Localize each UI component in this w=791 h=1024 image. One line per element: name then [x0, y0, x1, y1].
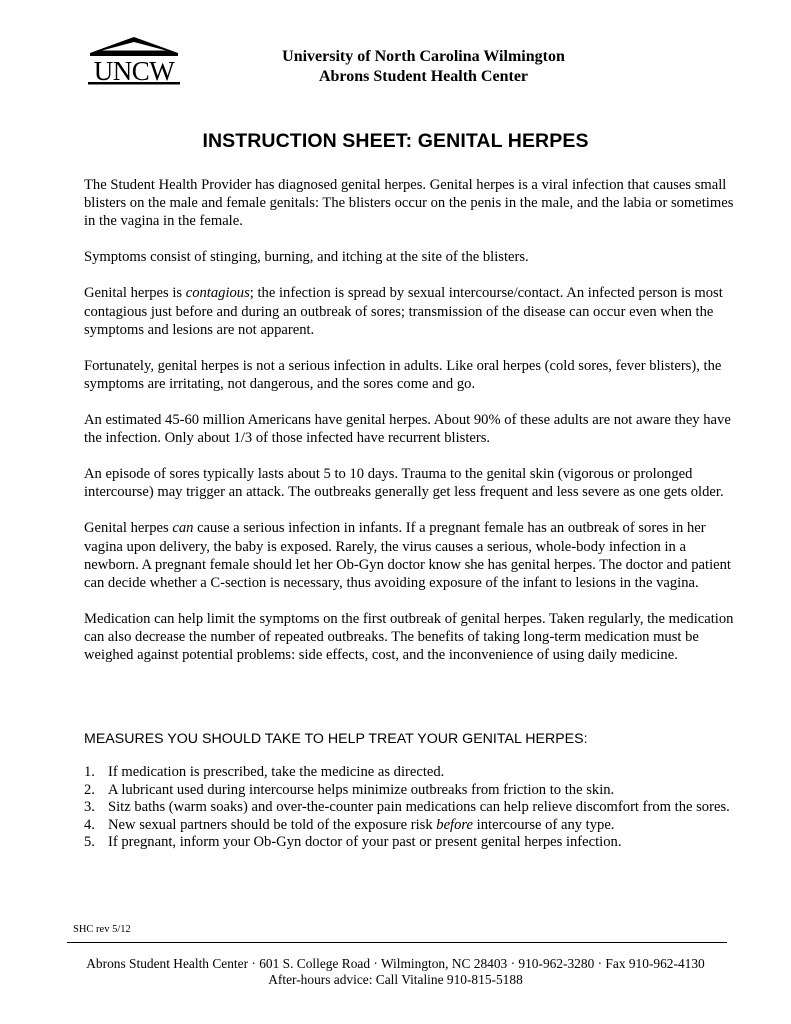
- paragraph-text: Genital herpes is: [84, 285, 186, 302]
- paragraph-text: cause a serious infection in infants. If a pregnant female has an outbreak of sores in her vagina upon delivery, the baby is exposed. Rarely, the virus causes a serious, whole-body infection in a newborn. A pregnant female should let her Ob-Gyn doctor know she has genital herpes. The doctor and patient can decide whether a C-section is necessary, thus avoiding exposure of the infant to lesions in the vagina.: [84, 520, 731, 592]
- document-body: [84, 176, 734, 682]
- paragraph-diagnosis: The Student Health Provider has diagnosed genital herpes. Genital herpes is a viral infection that causes small blisters on the male and female genitals: The blisters occur on the penis in the male, and the labia or sometimes in the vagina in the female.: [84, 177, 734, 230]
- paragraph-infants: [84, 519, 734, 592]
- emphasis-text: can: [172, 520, 194, 537]
- list-number: 4.: [84, 816, 95, 833]
- list-number: 2.: [84, 781, 95, 798]
- logo-text: UNCW: [93, 56, 175, 86]
- list-text: Sitz baths (warm soaks) and over-the-counter pain medications can help relieve discomfort from the sores.: [108, 799, 730, 816]
- list-text: If pregnant, inform your Ob-Gyn doctor of your past or present genital herpes infection.: [108, 834, 622, 851]
- health-center-name: Abrons Student Health Center: [318, 68, 529, 85]
- list-item: [84, 782, 734, 800]
- list-text: intercourse of any type.: [473, 816, 615, 833]
- list-number: 3.: [84, 799, 95, 816]
- list-item: [84, 764, 734, 782]
- paragraph-text: ; the infection is spread by sexual intercourse/contact. An infected person is most contagious just before and during an outbreak of sores; transmission of the disease can occur even when the symptoms and lesions are not apparent.: [84, 285, 723, 338]
- page-title: INSTRUCTION SHEET: GENITAL HERPES: [202, 130, 589, 152]
- measures-list: [84, 764, 734, 852]
- paragraph-medication: Medication can help limit the symptoms on the first outbreak of genital herpes. Taken regularly, the medication can also decrease the number of repeated outbreaks. The benefits of taking long-term medication must be weighed against potential problems: side effects, cost, and the inconvenience of using daily medicine.: [84, 611, 734, 664]
- list-text: New sexual partners should be told of the exposure risk: [108, 816, 437, 833]
- list-number: 1.: [84, 764, 95, 780]
- list-item: [84, 817, 734, 835]
- university-name: University of North Carolina Wilmington: [282, 48, 565, 65]
- measures-heading: MEASURES YOU SHOULD TAKE TO HELP TREAT YOUR GENITAL HERPES:: [84, 731, 588, 747]
- paragraph-prevalence: An estimated 45-60 million Americans have genital herpes. About 90% of these adults are not aware they have the infection. Only about 1/3 of those infected have recurrent blisters.: [84, 412, 731, 447]
- emphasis-text: before: [436, 816, 474, 833]
- list-text: A lubricant used during intercourse helps minimize outbreaks from friction to the skin.: [108, 781, 615, 798]
- emphasis-text: contagious: [185, 285, 250, 302]
- paragraph-contagious: [84, 284, 734, 339]
- paragraph-episodes: An episode of sores typically lasts about 5 to 10 days. Trauma to the genital skin (vigorous or prolonged intercourse) may trigger an attack. The outbreaks generally get less frequent and less severe as one gets older.: [84, 466, 724, 501]
- list-number: 5.: [84, 834, 95, 851]
- revision-note: SHC rev 5/12: [73, 924, 131, 935]
- paragraph-text: Genital herpes: [84, 520, 173, 537]
- paragraph-symptoms: Symptoms consist of stinging, burning, and itching at the site of the blisters.: [84, 249, 529, 266]
- footer-divider: [67, 942, 727, 943]
- list-text: If medication is prescribed, take the medicine as directed.: [108, 764, 445, 780]
- list-item: [84, 834, 734, 852]
- paragraph-seriousness: Fortunately, genital herpes is not a serious infection in adults. Like oral herpes (cold sores, fever blisters), the symptoms are irritating, not dangerous, and the sores come and go.: [84, 357, 722, 393]
- list-item: [84, 799, 734, 817]
- footer-after-hours: After-hours advice: Call Vitaline 910-815-5188: [268, 972, 523, 987]
- footer-address: Abrons Student Health Center · 601 S. College Road · Wilmington, NC 28403 · 910-962-3280 · Fax 910-962-4130: [86, 956, 705, 971]
